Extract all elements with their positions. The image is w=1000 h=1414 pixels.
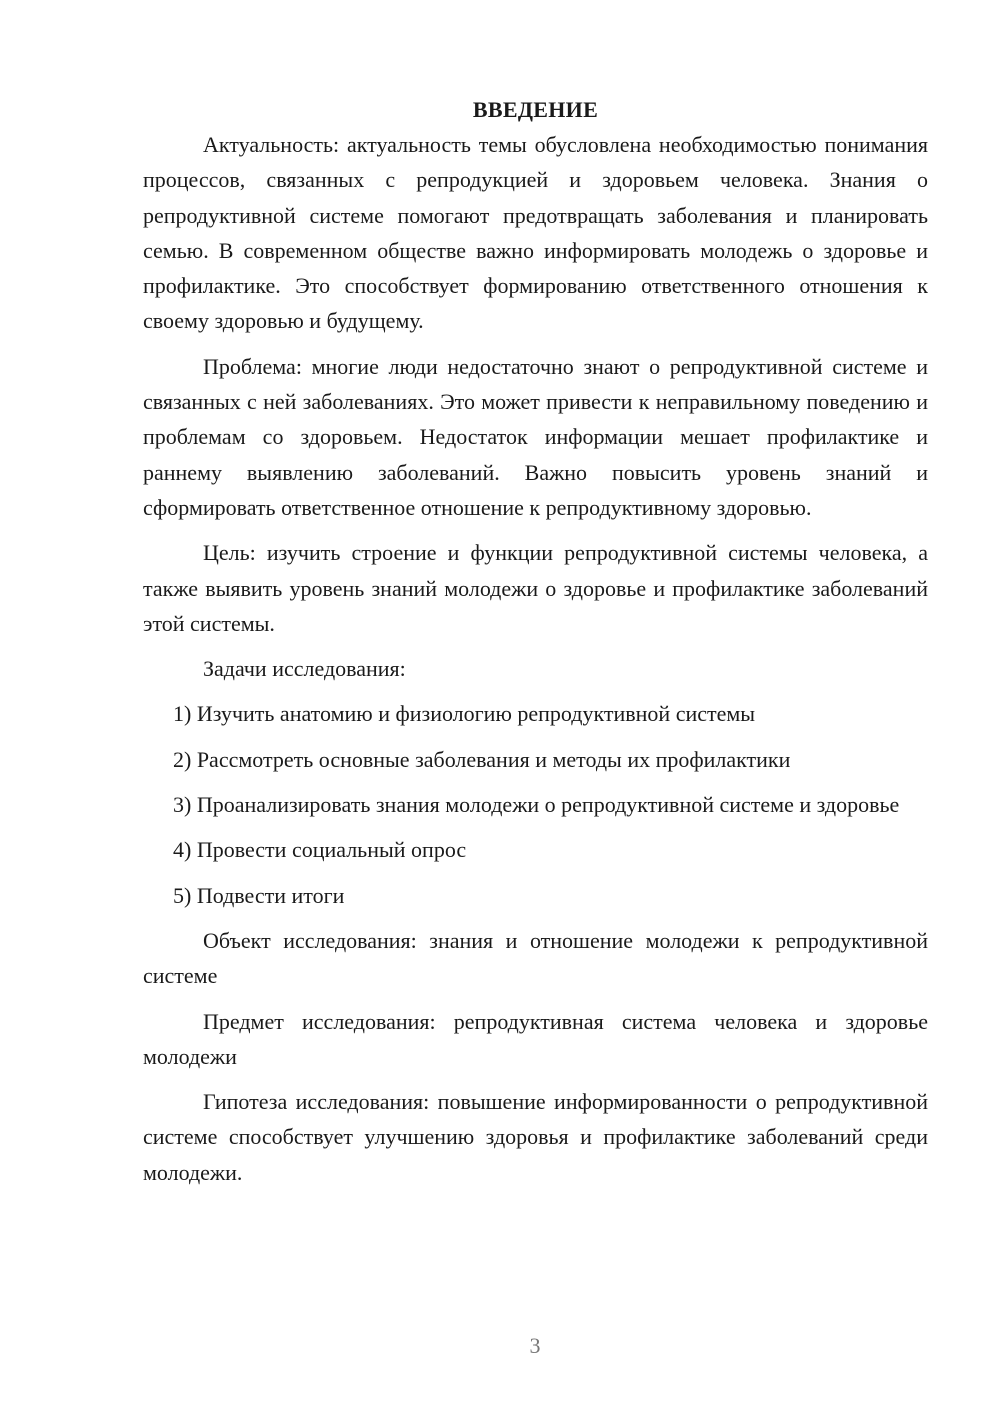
- paragraph-relevance: Актуальность: актуальность темы обусловлена необходимостью понимания процессов, связанных с репродукцией и здоровьем человека. Знания о репродуктивной системе помогают предотвращать заболевания и планировать семью. В современном обществе важно информировать молодежь о здоровье и профилактике. Это способствует формированию ответственного отношения к своему здоровью и будущему.: [143, 132, 928, 334]
- paragraph-hypothesis: Гипотеза исследования: повышение информированности о репродуктивной системе способствует улучшению здоровья и профилактике заболеваний среди молодежи.: [143, 1089, 928, 1185]
- task-item-4: 4) Провести социальный опрос: [173, 837, 467, 863]
- task-item-5: 5) Подвести итоги: [173, 882, 345, 908]
- task-item-1: 1) Изучить анатомию и физиологию репродуктивной системы: [173, 701, 756, 727]
- paragraph-goal: Цель: изучить строение и функции репродуктивной системы человека, а также выявить уровень знаний молодежи о здоровье и профилактике заболеваний этой системы.: [143, 540, 928, 636]
- paragraph-object: Объект исследования: знания и отношение молодежи к репродуктивной системе: [143, 927, 928, 989]
- paragraph-subject: Предмет исследования: репродуктивная система человека и здоровье молодежи: [143, 1008, 928, 1069]
- paragraph-problem: Проблема: многие люди недостаточно знают о репродуктивной системе и связанных с ней заболеваниях. Это может привести к неправильному поведению и проблемам со здоровьем. Недостаток информации мешает профилактике и раннему выявлению заболеваний. Важно повысить уровень знаний и сформировать ответственное отношение к репродуктивному здоровью.: [143, 353, 928, 520]
- tasks-heading: Задачи исследования:: [203, 656, 406, 682]
- page-title: ВВЕДЕНИЕ: [472, 97, 599, 122]
- task-item-3: 3) Проанализировать знания молодежи о репродуктивной системе и здоровье: [173, 792, 900, 818]
- page-number: 3: [529, 1333, 541, 1358]
- document-page: [143, 92, 928, 1200]
- task-item-2: 2) Рассмотреть основные заболевания и методы их профилактики: [173, 746, 791, 772]
